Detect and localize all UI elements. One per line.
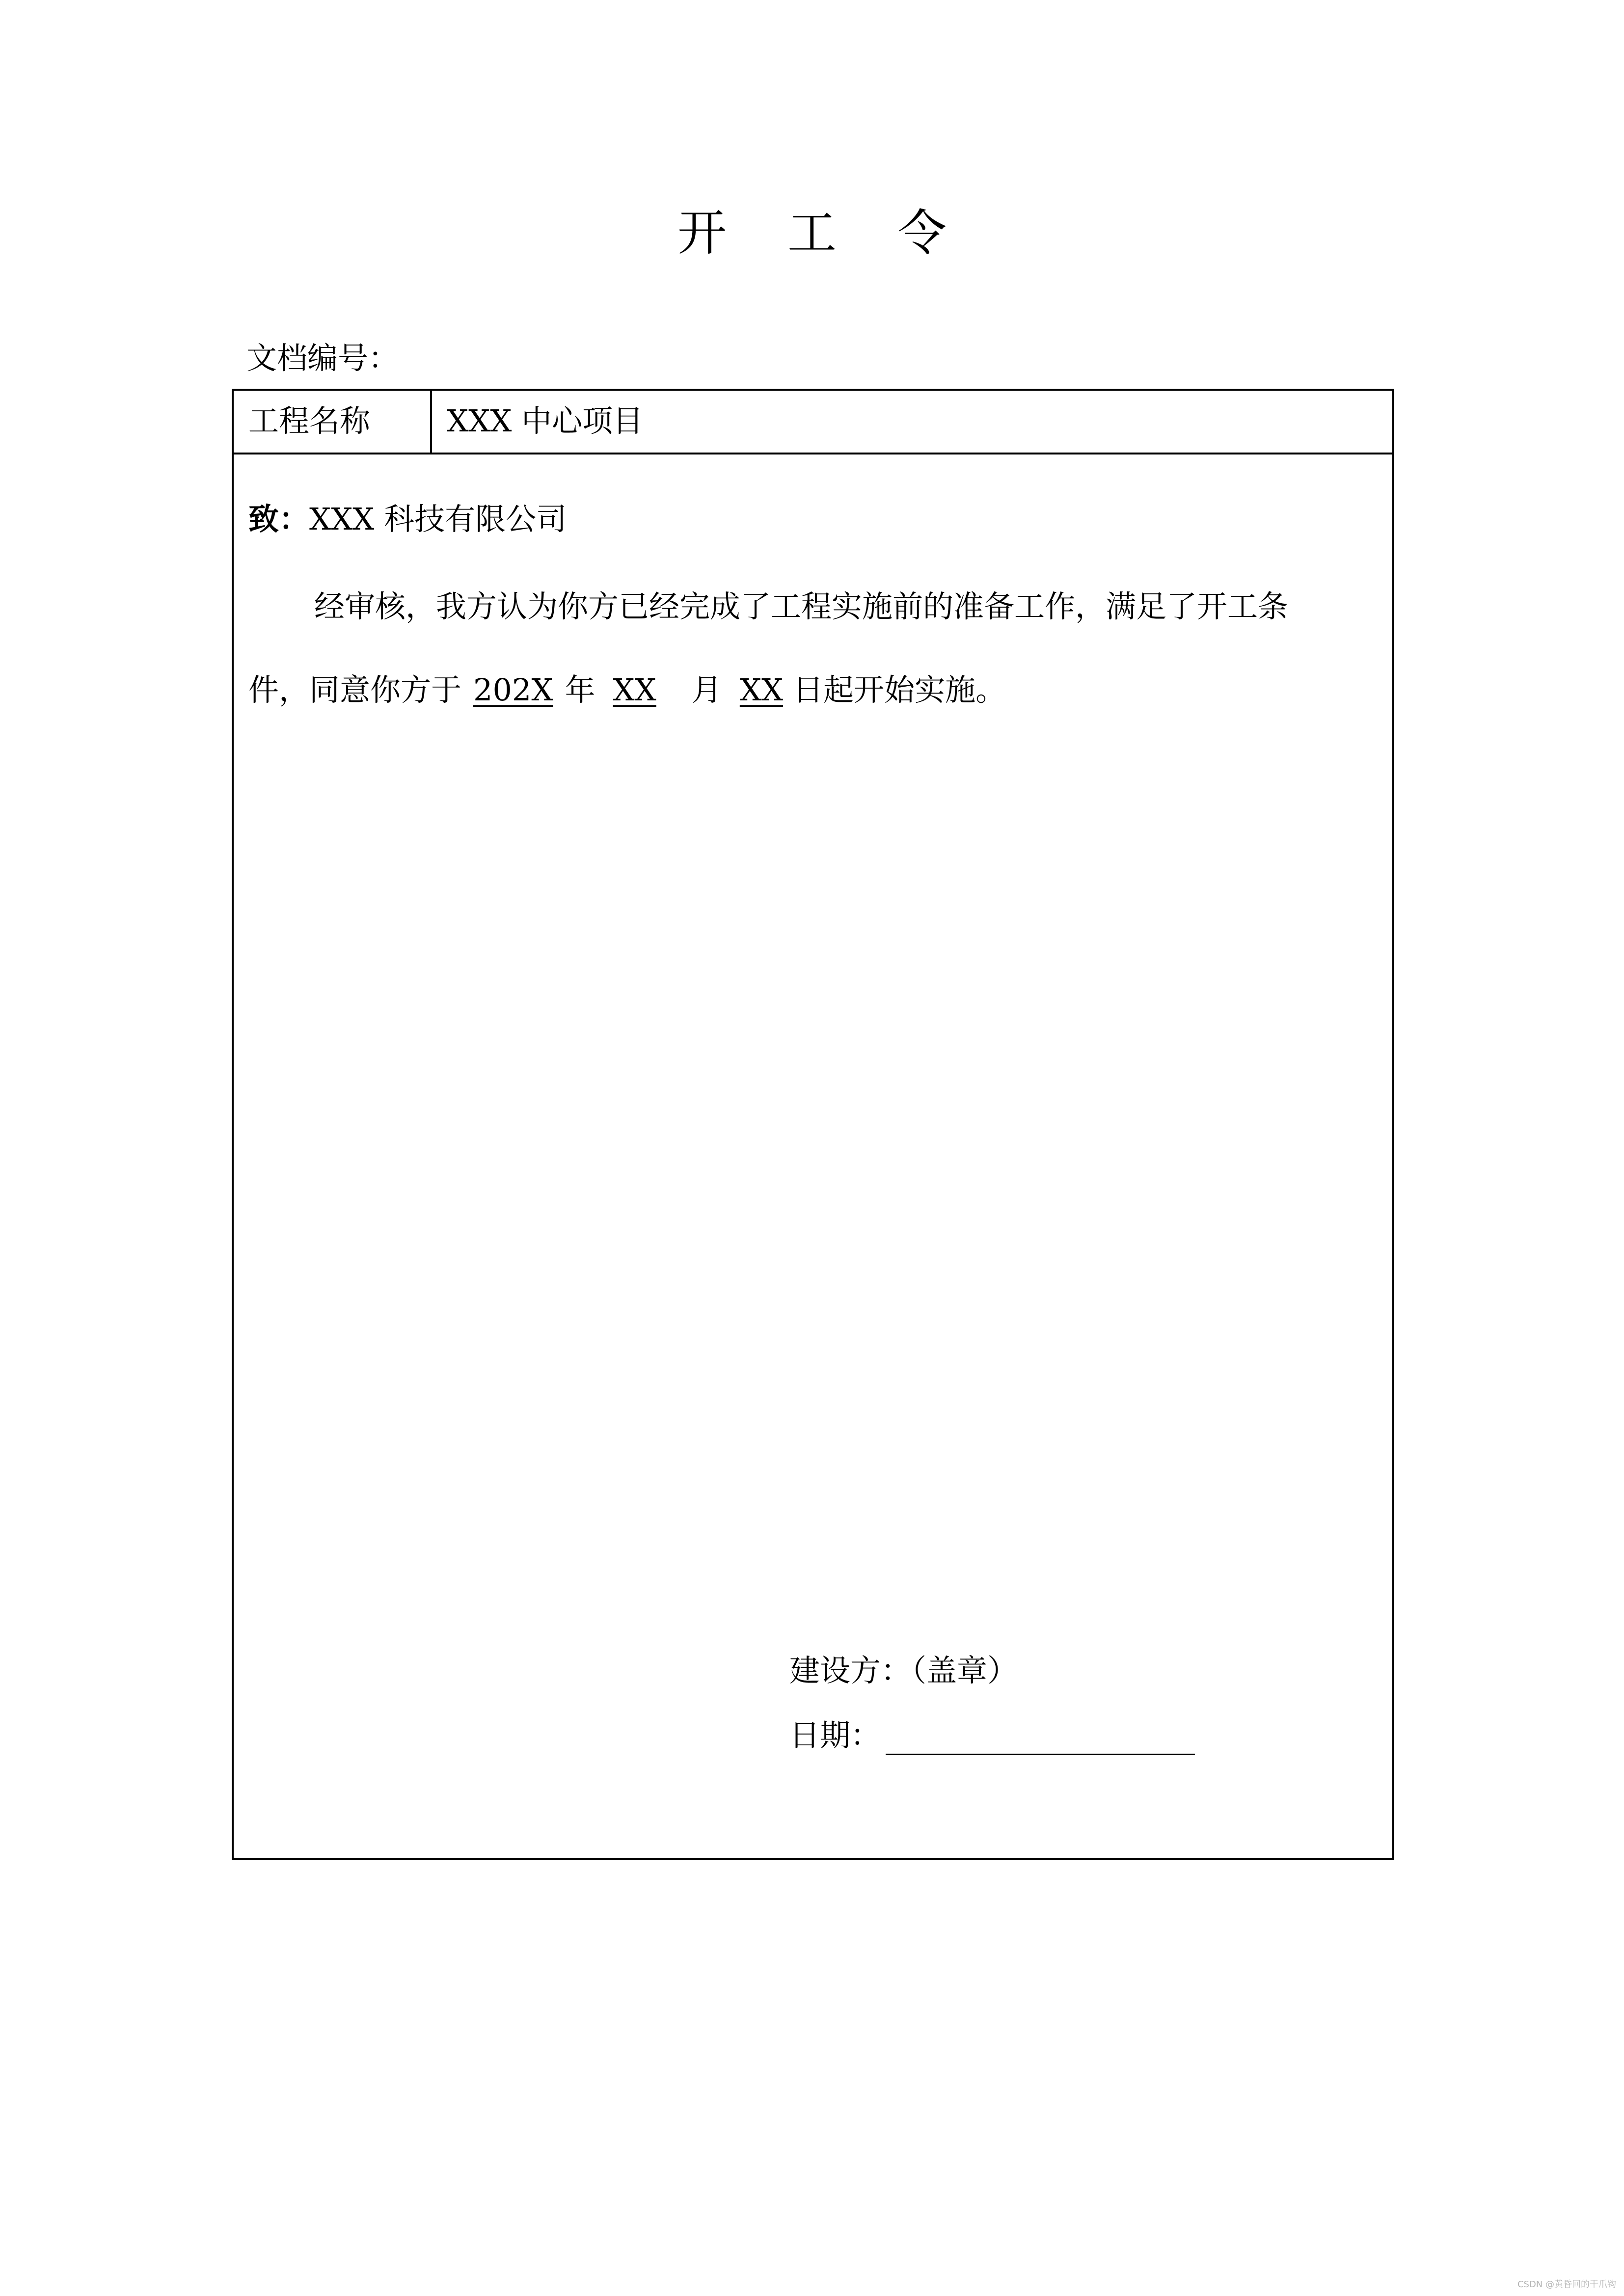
approval-paragraph-line-1: 经审核，我方认为你方已经完成了工程实施前的准备工作，满足了开工条 bbox=[314, 588, 1289, 624]
year-blank: 202X bbox=[473, 672, 553, 708]
project-name-value: XXX 中心项目 bbox=[447, 403, 644, 439]
approval-paragraph-line-2 bbox=[248, 670, 1006, 710]
project-name-row bbox=[234, 391, 1392, 454]
day-blank: XX bbox=[739, 672, 784, 708]
title-char-2: 工 bbox=[787, 204, 837, 262]
title-char-1: 开 bbox=[677, 204, 727, 262]
page-title bbox=[0, 204, 1624, 263]
title-char-3: 令 bbox=[897, 204, 947, 262]
day-label: 日起开始实施。 bbox=[793, 672, 1006, 708]
addressee-prefix: 致： bbox=[248, 501, 310, 537]
form-table bbox=[232, 389, 1394, 1860]
watermark: CSDN @黄昏回的干爪钩 bbox=[1517, 2279, 1616, 2290]
cell-divider bbox=[430, 391, 432, 453]
builder-seal-label: 建设方：（盖章） bbox=[789, 1653, 1018, 1688]
addressee-name: XXX 科技有限公司 bbox=[309, 501, 567, 537]
paragraph-line2-start: 件，同意你方于 bbox=[248, 672, 462, 708]
year-label: 年 bbox=[565, 672, 595, 708]
signature-date bbox=[789, 1716, 1195, 1755]
doc-number-label: 文档编号： bbox=[246, 340, 399, 376]
addressee-line bbox=[248, 500, 567, 539]
date-label: 日期： bbox=[789, 1717, 881, 1753]
month-label: 月 bbox=[691, 672, 722, 708]
month-blank: XX bbox=[613, 672, 656, 708]
date-blank-line bbox=[886, 1724, 1195, 1755]
project-name-label: 工程名称 bbox=[248, 403, 371, 439]
